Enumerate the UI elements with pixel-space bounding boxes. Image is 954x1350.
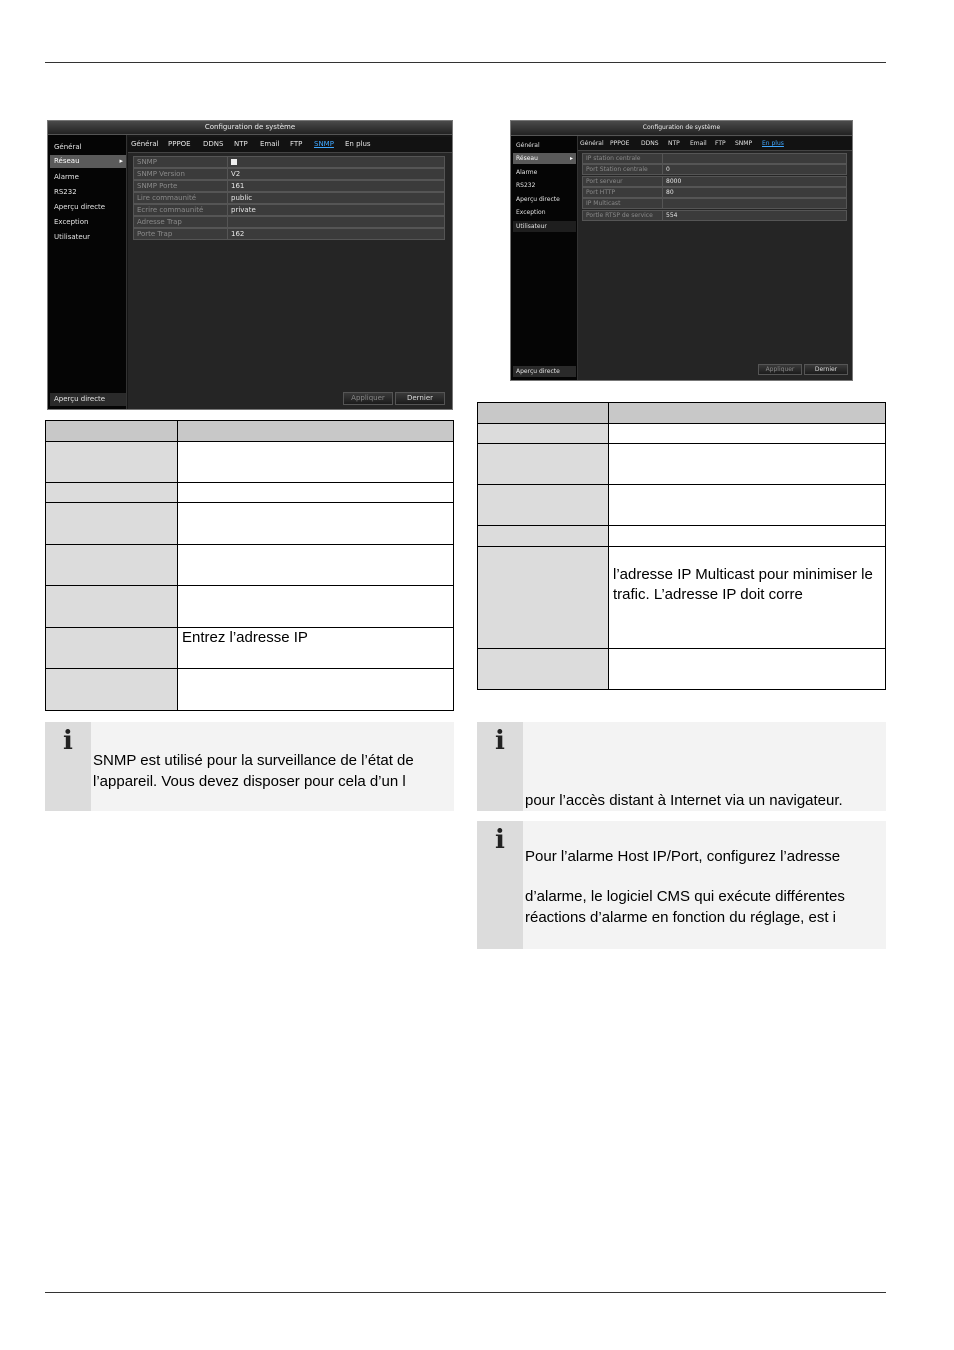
info-text-line: réactions d’alarme en fonction du réglage, est i <box>525 909 837 926</box>
window-title: Configuration de système <box>511 121 852 136</box>
info-text-line: Pour l’alarme Host IP/Port, configurez l’adresse <box>525 848 841 865</box>
tab-general[interactable]: Général <box>580 140 604 147</box>
info-icon: i <box>495 726 505 756</box>
table-header-row <box>478 403 886 424</box>
sidebar-item-label: Réseau <box>516 155 538 162</box>
field-row-rtsp-port[interactable] <box>582 210 847 221</box>
tab-snmp[interactable]: SNMP <box>735 140 753 147</box>
divider <box>227 157 228 167</box>
field-value: private <box>231 206 256 214</box>
field-label: Porte Trap <box>137 230 173 238</box>
field-row-server-port[interactable] <box>582 176 847 187</box>
field-label: Port HTTP <box>586 189 616 196</box>
table-row <box>478 485 886 526</box>
back-button[interactable]: Dernier <box>395 392 445 405</box>
info-text-line: l’appareil. Vous devez disposer pour cela d’un l <box>93 773 406 790</box>
tab-ddns[interactable]: DDNS <box>203 140 224 148</box>
tab-ftp[interactable]: FTP <box>715 140 726 147</box>
table-row <box>46 483 454 503</box>
table-cell <box>178 421 454 442</box>
sidebar-item-network[interactable] <box>513 153 576 164</box>
bottom-rule <box>45 1292 886 1293</box>
divider <box>662 211 663 220</box>
sidebar-item-live-view[interactable]: Aperçu directe <box>54 203 106 211</box>
field-value: 161 <box>231 182 245 190</box>
field-label: SNMP Version <box>137 170 185 178</box>
tab-bar <box>578 137 852 151</box>
snmp-checkbox[interactable] <box>231 159 237 165</box>
table-cell <box>609 444 886 485</box>
tab-advanced[interactable]: En plus <box>345 140 371 148</box>
table-cell <box>478 424 609 444</box>
table-cell <box>478 403 609 424</box>
table-cell <box>478 547 609 649</box>
table-cell <box>609 403 886 424</box>
field-row-trap-address[interactable] <box>133 216 445 228</box>
table-cell <box>178 483 454 503</box>
table-cell <box>46 628 178 669</box>
field-value: 162 <box>231 230 245 238</box>
tab-ddns[interactable]: DDNS <box>641 140 659 147</box>
sidebar-item-general[interactable]: Général <box>516 142 540 149</box>
field-label: Port serveur <box>586 178 623 185</box>
table-cell <box>178 545 454 586</box>
sidebar <box>48 135 127 409</box>
sidebar-item-user[interactable]: Utilisateur <box>54 233 91 241</box>
divider <box>662 199 663 208</box>
back-button[interactable]: Dernier <box>804 364 848 375</box>
tab-ntp[interactable]: NTP <box>668 140 680 147</box>
sidebar-item-alarm[interactable]: Alarme <box>516 169 538 176</box>
field-row-write-community[interactable] <box>133 204 445 216</box>
chevron-right-icon: ▸ <box>569 155 573 162</box>
field-row-snmp[interactable] <box>133 156 445 168</box>
table-row <box>46 503 454 545</box>
divider <box>227 205 228 215</box>
sidebar-item-general[interactable]: Général <box>54 143 82 151</box>
snmp-parameter-table <box>45 420 454 711</box>
table-cell <box>609 485 886 526</box>
divider <box>662 188 663 197</box>
field-label: Lire commaunité <box>137 194 197 202</box>
table-cell <box>46 586 178 628</box>
table-row <box>46 586 454 628</box>
field-label: SNMP Porte <box>137 182 178 190</box>
field-label: IP Multicast <box>586 200 621 207</box>
info-note-alarm-host <box>477 821 886 949</box>
field-value: public <box>231 194 253 202</box>
table-cell <box>46 669 178 711</box>
divider <box>227 181 228 191</box>
sidebar-item-label: Réseau <box>54 157 80 165</box>
advanced-config-screenshot <box>510 120 853 381</box>
field-value: 554 <box>666 212 678 219</box>
field-value: 80 <box>666 189 674 196</box>
sidebar <box>511 136 578 380</box>
sidebar-item-rs232[interactable]: RS232 <box>54 188 77 196</box>
tab-ntp[interactable]: NTP <box>234 140 248 148</box>
field-value: 0 <box>666 166 670 173</box>
table-cell <box>478 444 609 485</box>
field-label: Adresse Trap <box>137 218 182 226</box>
table-header-row <box>46 421 454 442</box>
table-row <box>46 669 454 711</box>
field-value: 8000 <box>666 178 682 185</box>
divider <box>227 229 228 239</box>
divider <box>227 193 228 203</box>
table-cell <box>478 649 609 690</box>
info-note-remote-access <box>477 722 886 811</box>
table-row <box>46 545 454 586</box>
divider <box>227 169 228 179</box>
tab-ftp[interactable]: FTP <box>290 140 303 148</box>
info-icon: i <box>495 825 505 855</box>
field-label: SNMP <box>137 158 157 166</box>
sidebar-item-exception[interactable]: Exception <box>54 218 89 226</box>
field-row-read-community[interactable] <box>133 192 445 204</box>
field-row-snmp-port[interactable] <box>133 180 445 192</box>
info-note-snmp <box>45 722 454 811</box>
table-cell <box>46 483 178 503</box>
table-cell <box>46 545 178 586</box>
settings-panel <box>128 153 452 409</box>
field-label: IP station centrale <box>586 155 641 162</box>
sidebar-item-user[interactable]: Utilisateur <box>513 221 576 232</box>
sidebar-item-alarm[interactable]: Alarme <box>54 173 79 181</box>
tab-general[interactable]: Général <box>131 140 159 148</box>
table-cell <box>178 442 454 483</box>
tab-pppoe[interactable]: PPPOE <box>610 140 630 147</box>
table-row <box>478 526 886 547</box>
sidebar-item-exception[interactable]: Exception <box>516 209 546 216</box>
sidebar-item-live-view[interactable]: Aperçu directe <box>516 196 560 203</box>
table-row <box>478 547 886 649</box>
settings-panel <box>578 151 852 380</box>
tab-bar <box>128 137 452 153</box>
chevron-right-icon: ▸ <box>119 157 123 165</box>
divider <box>227 217 228 227</box>
tab-pppoe[interactable]: PPPOE <box>168 140 191 148</box>
table-cell <box>178 586 454 628</box>
snmp-config-screenshot <box>47 120 453 410</box>
sidebar-bottom-live-view[interactable]: Aperçu directe <box>513 366 576 377</box>
table-cell <box>609 526 886 547</box>
field-row-trap-port[interactable] <box>133 228 445 240</box>
field-row-central-ip[interactable] <box>582 153 847 164</box>
table-cell <box>46 421 178 442</box>
tab-email[interactable]: Email <box>260 140 280 148</box>
field-row-snmp-version[interactable] <box>133 168 445 180</box>
tab-email[interactable]: Email <box>690 140 707 147</box>
info-text-line: SNMP est utilisé pour la surveillance de l’état de <box>93 752 414 769</box>
field-label: Port Station centrale <box>586 166 648 173</box>
sidebar-bottom-live-view[interactable]: Aperçu directe <box>50 393 126 406</box>
table-cell <box>609 424 886 444</box>
info-icon: i <box>63 726 73 756</box>
top-rule <box>45 62 886 63</box>
info-text-line: pour l’accès distant à Internet via un navigateur. <box>525 792 843 809</box>
table-row <box>46 628 454 669</box>
tab-snmp[interactable]: SNMP <box>314 140 334 148</box>
table-cell <box>46 503 178 545</box>
table-cell <box>609 649 886 690</box>
divider <box>662 165 663 174</box>
table-row <box>478 444 886 485</box>
field-row-multicast-ip[interactable] <box>582 198 847 209</box>
field-label: Portle RTSP de service <box>586 212 653 219</box>
table-row <box>478 424 886 444</box>
table-cell: l’adresse IP Multicast pour minimiser le trafic. L’adresse IP doit corre <box>609 547 886 649</box>
apply-button[interactable]: Appliquer <box>758 364 802 375</box>
window-title: Configuration de système <box>48 121 452 135</box>
info-text-line: d’alarme, le logiciel CMS qui exécute différentes <box>525 888 845 905</box>
table-cell: Entrez l’adresse IP <box>178 628 454 669</box>
table-cell <box>178 669 454 711</box>
table-cell <box>478 526 609 547</box>
table-cell <box>478 485 609 526</box>
sidebar-item-network[interactable] <box>50 155 126 168</box>
field-row-central-port[interactable] <box>582 164 847 175</box>
table-cell <box>178 503 454 545</box>
tab-advanced[interactable]: En plus <box>762 140 784 147</box>
apply-button[interactable]: Appliquer <box>343 392 393 405</box>
table-cell <box>46 442 178 483</box>
field-value: V2 <box>231 170 241 178</box>
field-row-http-port[interactable] <box>582 187 847 198</box>
divider <box>662 177 663 186</box>
field-label: Ecrire commaunité <box>137 206 204 214</box>
advanced-parameter-table <box>477 402 886 690</box>
divider <box>662 154 663 163</box>
table-row <box>478 649 886 690</box>
table-row <box>46 442 454 483</box>
sidebar-item-rs232[interactable]: RS232 <box>516 182 536 189</box>
